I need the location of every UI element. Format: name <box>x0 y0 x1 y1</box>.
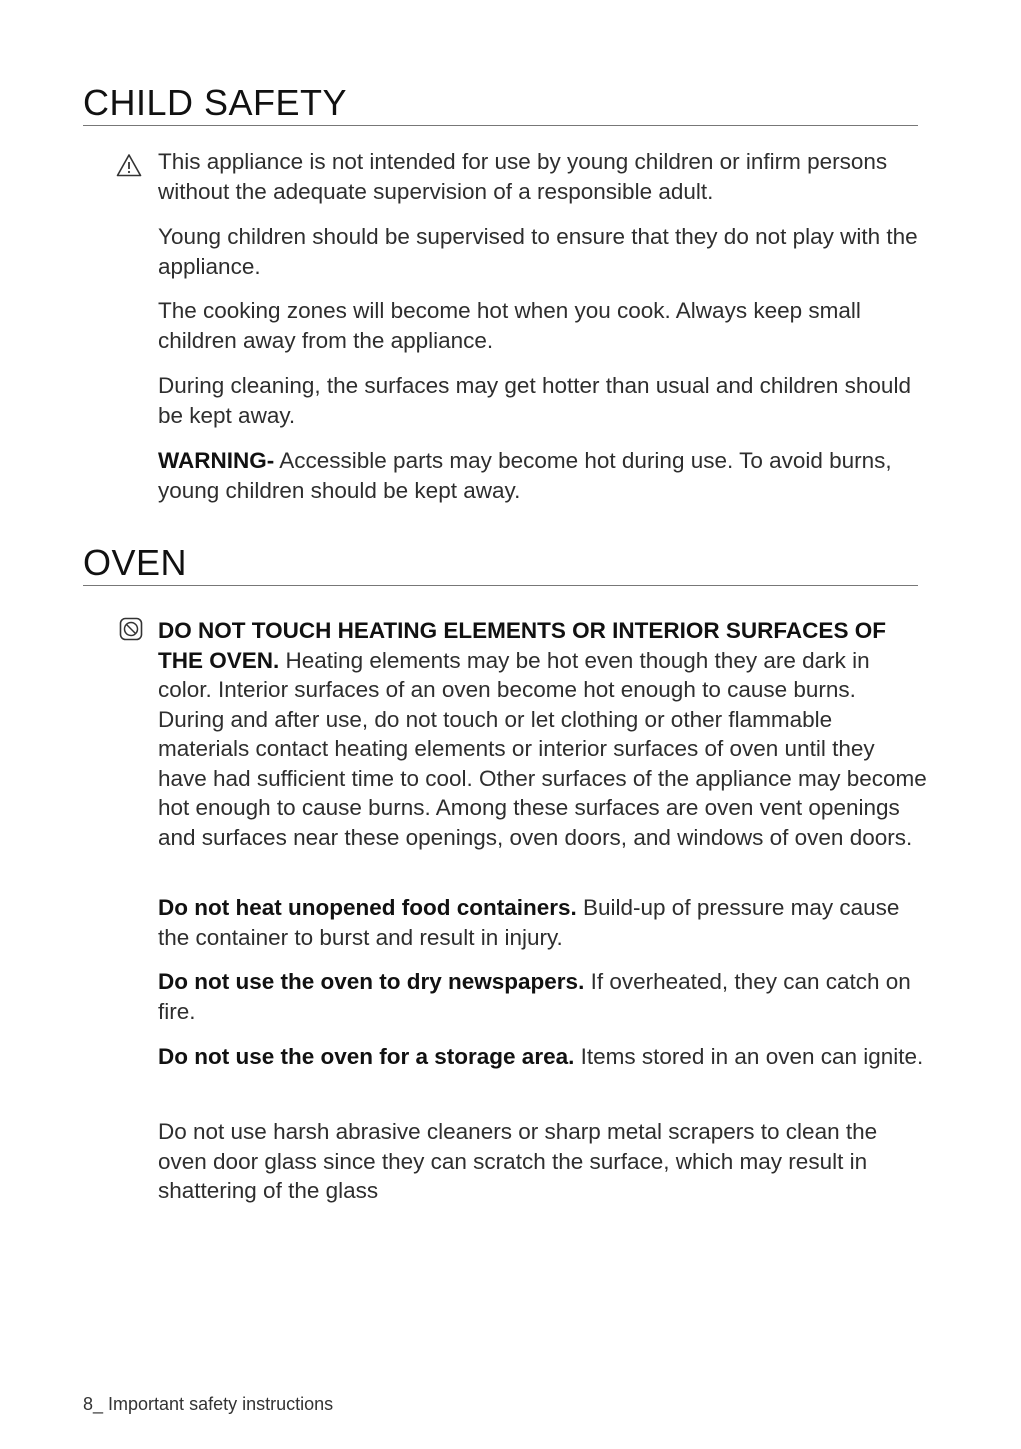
page-number: 8 <box>83 1394 94 1414</box>
oven-paragraph-1-text: Heating elements may be hot even though they are dark in color. Interior surfaces of an oven become hot enough to cause burns. During and after use, do not touch or let clothing or other flammable materials contact heating elements or interior surfaces of oven until they have had sufficient time to cool. Other surfaces of the appliance may become hot enough to cause burns. Among these surfaces are oven vent openings and surfaces near these openings, oven doors, and windows of oven doors. <box>158 647 927 850</box>
warning-triangle-icon <box>116 153 142 177</box>
oven-paragraph-4-heading: Do not use the oven for a storage area. <box>158 1044 575 1069</box>
oven-paragraph-2 <box>158 893 928 952</box>
oven-paragraph-3 <box>158 967 928 1026</box>
warning-text: Accessible parts may become hot during use. To avoid burns, young children should be kept away. <box>158 448 892 503</box>
section-title-child-safety: CHILD SAFETY <box>83 82 918 126</box>
oven-paragraph-2-heading: Do not heat unopened food containers. <box>158 895 577 920</box>
oven-paragraph-1-heading: DO NOT TOUCH HEATING ELEMENTS OR INTERIOR SURFACES OF THE OVEN. <box>158 618 886 673</box>
child-safety-paragraph-3: The cooking zones will become hot when you cook. Always keep small children away from the appliance. <box>158 298 861 353</box>
child-safety-warning-paragraph <box>158 446 928 505</box>
footer-label: _ Important safety instructions <box>93 1394 334 1414</box>
oven-paragraph-3-text: If overheated, they can catch on fire. <box>158 969 911 1024</box>
child-safety-paragraph-4: During cleaning, the surfaces may get hotter than usual and children should be kept away. <box>158 373 911 428</box>
oven-paragraph-2-text: Build-up of pressure may cause the container to burst and result in injury. <box>158 895 900 950</box>
oven-paragraph-4-text: Items stored in an oven can ignite. <box>574 1044 924 1069</box>
warning-label: WARNING- <box>158 448 275 473</box>
oven-paragraph-4 <box>158 1042 928 1072</box>
page-footer <box>83 1394 333 1415</box>
child-safety-paragraph-1: This appliance is not intended for use by young children or infirm persons without the adequate supervision of a responsible adult. <box>158 149 888 204</box>
oven-paragraph-3-heading: Do not use the oven to dry newspapers. <box>158 969 585 994</box>
oven-paragraph-1 <box>158 616 928 852</box>
prohibited-icon <box>119 617 143 641</box>
child-safety-paragraph-2: Young children should be supervised to ensure that they do not play with the appliance. <box>158 224 918 279</box>
section-title-oven: OVEN <box>83 542 918 586</box>
oven-paragraph-5: Do not use harsh abrasive cleaners or sharp metal scrapers to clean the oven door glass since they can scratch the surface, which may result in shattering of the glass <box>158 1119 878 1203</box>
